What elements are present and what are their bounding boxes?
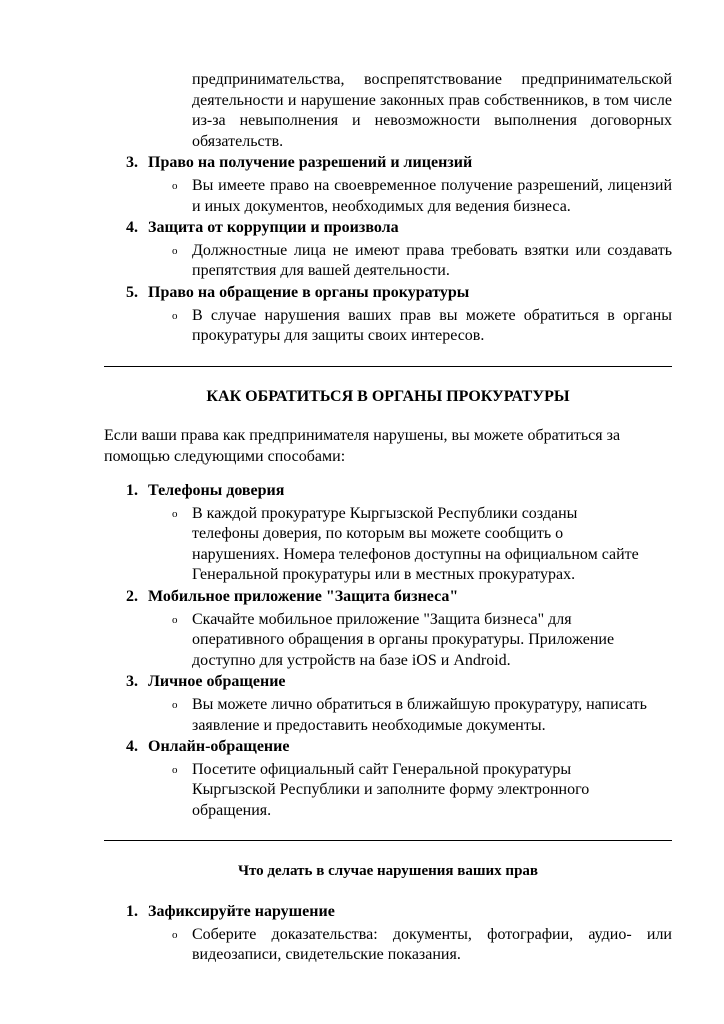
bullet-icon: o [172,244,178,257]
step-item-1 [104,902,672,966]
method-item-3 [104,672,672,736]
rights-item-3 [104,153,672,217]
bullet-icon: o [172,507,178,520]
section-heading-prosecutor: КАК ОБРАТИТЬСЯ В ОРГАНЫ ПРОКУРАТУРЫ [206,388,570,405]
bullet-icon: o [172,309,178,322]
list-item-title: Телефоны доверия [148,482,285,499]
list-number: 1. [126,482,138,499]
list-number: 4. [126,219,138,237]
list-item-title: Право на получение разрешений и лицензий [148,154,473,172]
section-divider [104,366,672,367]
section-intro: Если ваши права как предпринимателя нарушены, вы можете обратиться за помощью следующими способами: [104,427,621,465]
detail-text: Вы имеете право на своевременное получение разрешений, лицензий и иных документов, необходимых для ведения бизнеса. [192,176,672,215]
list-item-title: Мобильное приложение "Защита бизнеса" [148,587,459,605]
rights-item-5 [104,283,672,347]
list-item-title: Защита от коррупции и произвола [148,219,399,237]
section-divider [104,840,672,841]
list-item-title: Личное обращение [148,673,286,691]
bullet-icon: o [172,698,178,711]
list-item-detail [148,695,672,736]
detail-text: Соберите доказательства: документы, фотографии, аудио- или видеозаписи, свидетельские показания. [192,925,672,964]
list-item-detail [148,760,672,822]
detail-text: Скачайте мобильное приложение "Защита бизнеса" для оперативного обращения в органы прокуратуры. Приложение доступно для устройств на базе iOS и Android. [192,610,615,669]
list-number: 3. [126,154,138,172]
list-item-detail [148,241,672,282]
bullet-icon: o [172,928,178,941]
list-item-title: Онлайн-обращение [148,738,290,756]
rights-list-continued [104,70,672,347]
list-number: 1. [126,903,138,920]
detail-text: В случае нарушения ваших прав вы можете обратиться в органы прокуратуры для защиты своих интересов. [192,306,672,345]
list-item-title: Право на обращение в органы прокуратуры [148,283,470,301]
rights-item-4 [104,218,672,282]
continuation-paragraph [104,70,672,152]
continuation-text: предпринимательства, воспрепятствование предпринимательской деятельности и нарушение законных прав собственников, в том числе из-за невыполнения и невозможности выполнения договорных обязательств. [192,71,672,150]
list-item-detail [148,610,672,672]
list-number: 3. [126,673,138,691]
list-item-detail [148,176,672,217]
detail-text: В каждой прокуратуре Кыргызской Республики созданы телефоны доверия, по которым вы можете сообщить о нарушениях. Номера телефонов доступны на официальном сайте Генеральной прокуратуры или в местных прокуратурах. [192,504,639,584]
method-item-1 [104,481,672,586]
method-item-2 [104,587,672,671]
detail-text: Вы можете лично обратиться в ближайшую прокуратуру, написать заявление и предоставить необходимые документы. [192,695,647,734]
detail-text: Должностные лица не имеют права требовать взятки или создавать препятствия для вашей деятельности. [192,241,672,280]
list-number: 2. [126,587,138,605]
bullet-icon: o [172,179,178,192]
list-item-detail [148,925,672,966]
detail-text: Посетите официальный сайт Генеральной прокуратуры Кыргызской Республики и заполните форму электронного обращения. [192,760,590,819]
section-heading-violation: Что делать в случае нарушения ваших прав [237,863,539,879]
list-number: 5. [126,283,138,301]
bullet-icon: o [172,613,178,626]
list-item-detail [148,504,672,586]
contact-methods-list [104,481,672,822]
violation-steps-list [104,902,672,966]
bullet-icon: o [172,763,178,776]
list-item-title: Зафиксируйте нарушение [148,903,335,920]
list-number: 4. [126,738,138,756]
method-item-4 [104,737,672,821]
list-item-detail [148,306,672,347]
